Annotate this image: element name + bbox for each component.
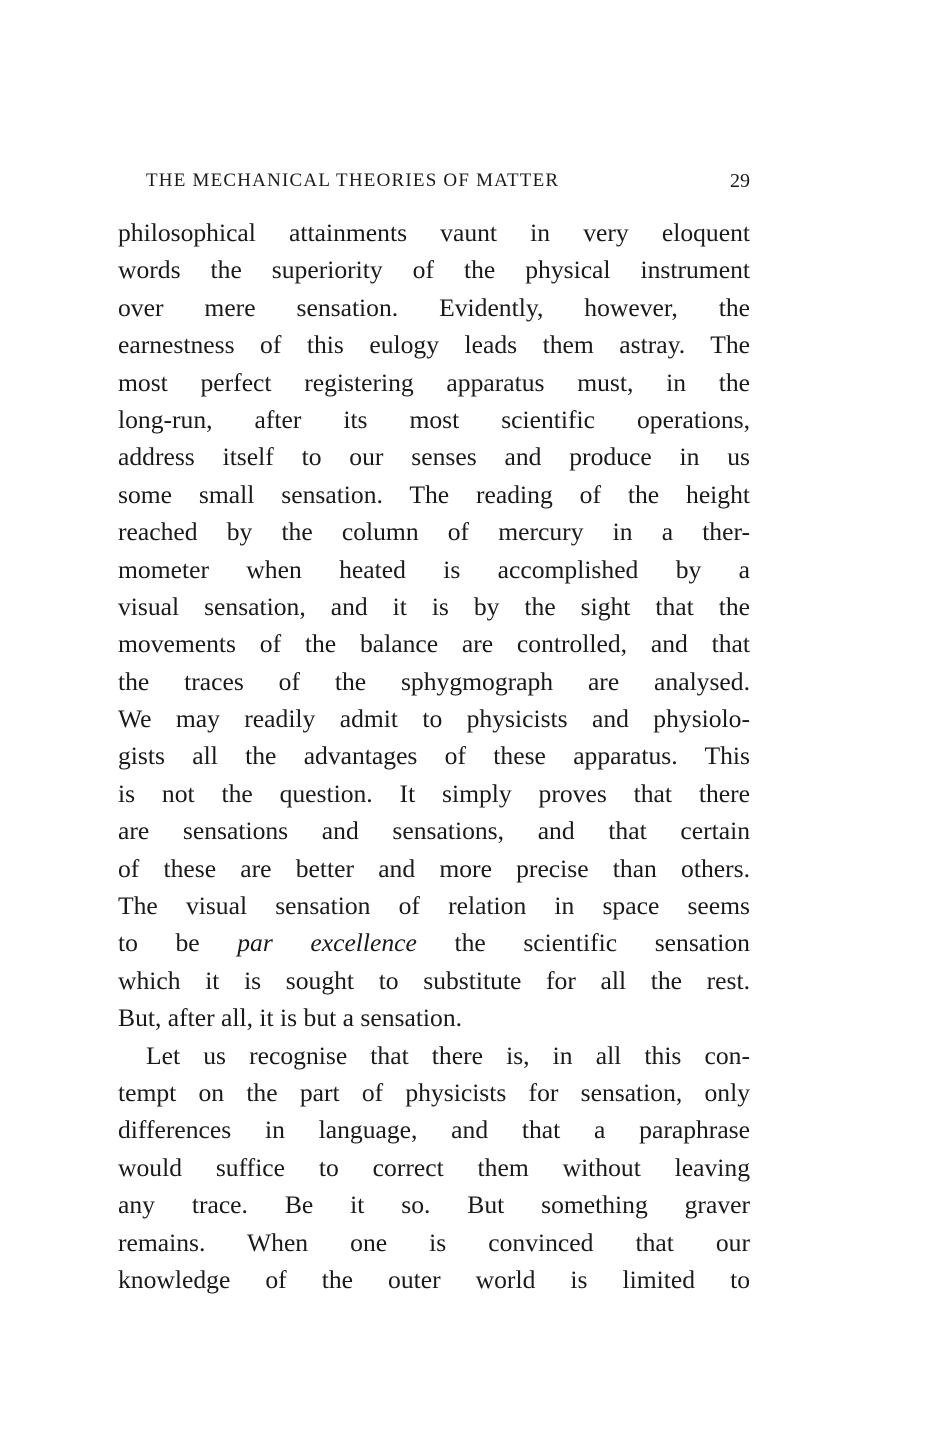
text-line: any trace. Be it so. But something graver [118,1190,750,1220]
text-line: would suffice to correct them without leaving [118,1152,750,1182]
text-line: are sensations and sensations, and that certain [118,816,750,846]
text-line: movements of the balance are controlled, and that [118,629,750,659]
text-line: philosophical attainments vaunt in very eloquent [118,218,750,247]
text-line: address itself to our senses and produce in us [118,442,750,472]
text-line: the traces of the sphygmograph are analysed. [118,666,750,696]
paragraph-2 [118,1037,750,1299]
text-line: mometer when heated is accomplished by a [118,554,750,584]
text-line: most perfect registering apparatus must, in the [118,367,750,397]
text-line: differences in language, and that a paraphrase [118,1115,750,1145]
text-line: earnestness of this eulogy leads them astray. The [118,330,750,360]
text-line: over mere sensation. Evidently, however, the [118,292,750,322]
running-header [146,170,750,193]
text-fragment: to be [118,928,238,958]
text-line: of these are better and more precise than others. [118,853,750,883]
text-line: Let us recognise that there is, in all this con- [146,1040,750,1070]
text-line: long-run, after its most scientific operations, [118,404,750,434]
text-line: gists all the advantages of these apparatus. This [118,741,750,771]
italic-phrase: par excellence [237,928,417,958]
page-body [118,214,750,1298]
text-line-italic [118,924,750,961]
paragraph-1 [118,214,750,1037]
running-head-title: THE MECHANICAL THEORIES OF MATTER [146,170,560,191]
text-line: words the superiority of the physical instrument [118,255,750,285]
text-line: reached by the column of mercury in a ther- [118,517,750,547]
text-line: which it is sought to substitute for all the rest. [118,965,750,995]
text-line: tempt on the part of physicists for sensation, only [118,1077,750,1107]
page-number: 29 [730,170,750,192]
text-line: We may readily admit to physicists and physiolo- [118,704,750,734]
text-line: remains. When one is convinced that our [118,1227,750,1257]
text-line: But, after all, it is but a sensation. [118,1003,463,1033]
text-line: knowledge of the outer world is limited to [118,1264,750,1294]
text-line: The visual sensation of relation in space seems [118,891,750,921]
text-line: some small sensation. The reading of the height [118,479,750,509]
text-line: is not the question. It simply proves that there [118,778,750,808]
text-line: visual sensation, and it is by the sight that the [118,591,750,621]
text-fragment: the scientific sensation [416,928,750,958]
